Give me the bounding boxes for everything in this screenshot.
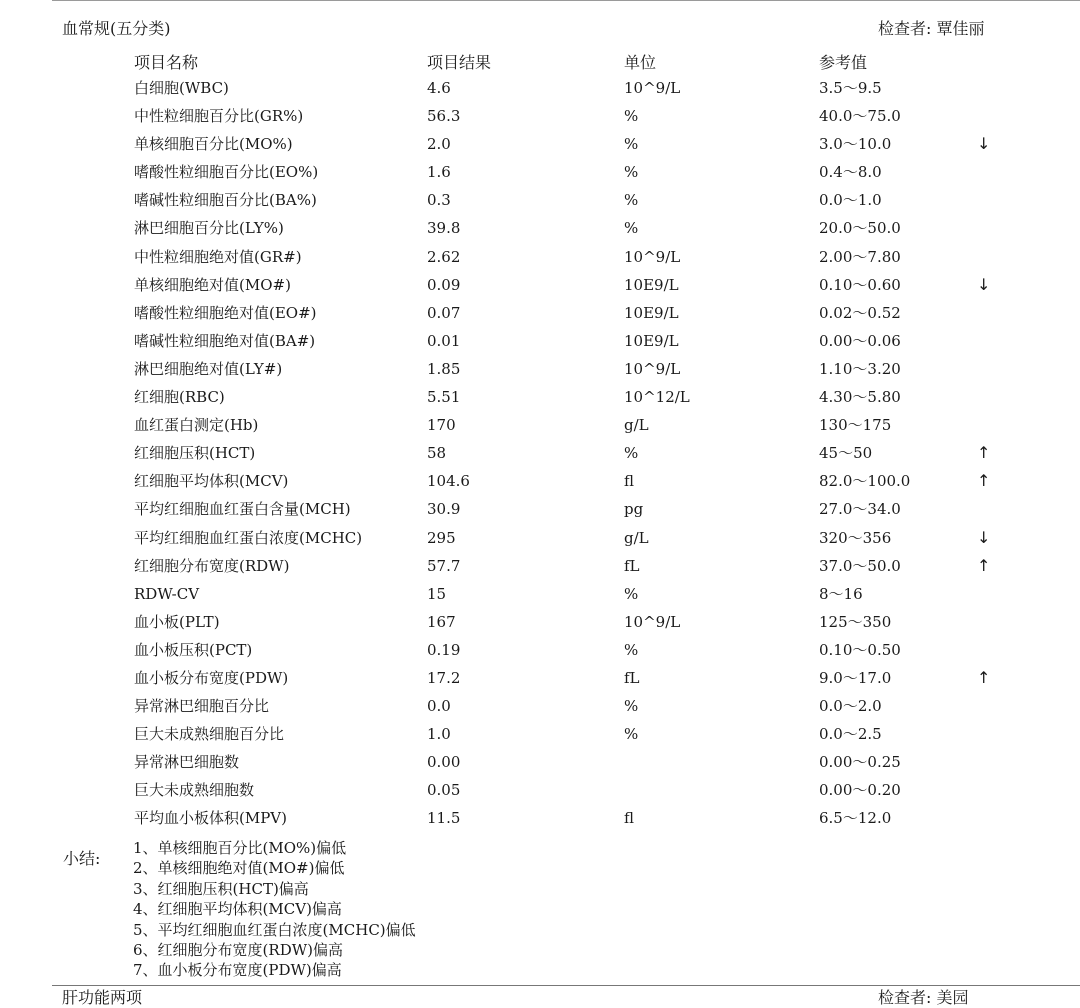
item-unit: 10^9/L [624, 359, 681, 378]
item-reference: 37.0～50.0 [819, 556, 901, 575]
item-value: 15 [427, 584, 447, 603]
item-name: 巨大未成熟细胞百分比 [134, 725, 285, 744]
item-reference: 40.0～75.0 [819, 107, 901, 126]
item-reference: 125～350 [819, 612, 892, 631]
column-header-ref: 参考值 [819, 53, 868, 72]
item-value: 39.8 [427, 219, 461, 238]
abnormal-flag-icon: ↓ [977, 274, 991, 294]
item-reference: 0.00～0.20 [819, 781, 901, 800]
item-unit: % [624, 640, 639, 659]
item-unit: g/L [624, 416, 649, 435]
item-unit: g/L [624, 528, 649, 547]
item-value: 295 [427, 528, 456, 547]
table-row [0, 692, 1080, 720]
item-value: 0.07 [427, 303, 461, 322]
summary-item: 6、红细胞分布宽度(RDW)偏高 [133, 940, 343, 959]
item-reference: 4.30～5.80 [819, 388, 901, 407]
item-value: 11.5 [427, 809, 461, 828]
item-unit: 10E9/L [624, 275, 679, 294]
item-reference: 0.10～0.50 [819, 640, 901, 659]
item-name: RDW-CV [134, 584, 200, 603]
item-reference: 3.0～10.0 [819, 135, 892, 154]
item-name: 嗜碱性粒细胞百分比(BA%) [134, 191, 317, 210]
item-value: 0.3 [427, 191, 451, 210]
item-value: 1.0 [427, 725, 451, 744]
item-reference: 1.10～3.20 [819, 359, 901, 378]
item-value: 30.9 [427, 500, 461, 519]
table-row [0, 776, 1080, 804]
next-section-inspector: 检查者: 美园 [878, 988, 969, 1007]
item-reference: 2.00～7.80 [819, 247, 901, 266]
item-name: 血小板压积(PCT) [134, 640, 253, 659]
item-reference: 0.00～0.06 [819, 331, 901, 350]
item-value: 2.0 [427, 135, 451, 154]
item-unit: fl [624, 809, 635, 828]
section-title: 血常规(五分类) [62, 19, 171, 38]
table-row [0, 804, 1080, 832]
summary-item: 4、红细胞平均体积(MCV)偏高 [133, 900, 342, 919]
summary-item: 2、单核细胞绝对值(MO#)偏低 [133, 859, 345, 878]
item-unit: fL [624, 556, 640, 575]
item-name: 血红蛋白测定(Hb) [134, 416, 259, 435]
item-name: 异常淋巴细胞百分比 [134, 697, 270, 716]
item-unit: fL [624, 668, 640, 687]
item-name: 单核细胞百分比(MO%) [134, 135, 293, 154]
item-value: 104.6 [427, 472, 470, 491]
abnormal-flag-icon: ↑ [977, 667, 991, 687]
table-row [0, 186, 1080, 214]
item-unit: % [624, 219, 639, 238]
item-name: 嗜酸性粒细胞百分比(EO%) [134, 163, 319, 182]
item-value: 57.7 [427, 556, 461, 575]
item-reference: 0.10～0.60 [819, 275, 901, 294]
abnormal-flag-icon: ↑ [977, 443, 991, 463]
table-row [0, 495, 1080, 523]
item-name: 白细胞(WBC) [134, 79, 229, 97]
item-value: 0.00 [427, 753, 461, 772]
item-unit: 10E9/L [624, 331, 679, 350]
summary-item: 5、平均红细胞血红蛋白浓度(MCHC)偏低 [133, 920, 416, 939]
table-row [0, 102, 1080, 130]
item-name: 中性粒细胞绝对值(GR#) [134, 247, 302, 266]
table-row [0, 439, 1080, 467]
item-unit: % [624, 697, 639, 716]
item-name: 异常淋巴细胞数 [134, 753, 240, 772]
table-row [0, 383, 1080, 411]
table-row [0, 243, 1080, 271]
table-row [0, 720, 1080, 748]
table-row [0, 608, 1080, 636]
item-reference: 9.0～17.0 [819, 668, 892, 687]
abnormal-flag-icon: ↑ [977, 555, 991, 575]
item-name: 中性粒细胞百分比(GR%) [134, 107, 304, 126]
item-name: 淋巴细胞绝对值(LY#) [134, 359, 283, 378]
item-name: 单核细胞绝对值(MO#) [134, 275, 291, 294]
table-row [0, 467, 1080, 495]
item-value: 58 [427, 444, 447, 463]
item-name: 巨大未成熟细胞数 [134, 781, 255, 800]
next-section-title: 肝功能两项 [62, 988, 143, 1007]
table-row [0, 74, 1080, 102]
item-value: 56.3 [427, 107, 461, 126]
table-row [0, 355, 1080, 383]
item-reference: 0.00～0.25 [819, 753, 901, 772]
item-value: 0.05 [427, 781, 461, 800]
item-value: 4.6 [427, 79, 451, 97]
column-header-unit: 单位 [624, 53, 657, 72]
table-row [0, 299, 1080, 327]
item-value: 1.6 [427, 163, 451, 182]
item-unit: 10^12/L [624, 388, 690, 407]
summary-label: 小结: [63, 849, 101, 868]
item-unit: fl [624, 472, 635, 491]
item-reference: 45～50 [819, 444, 873, 463]
inspector-label: 检查者: 覃佳丽 [878, 19, 985, 38]
item-value: 0.0 [427, 697, 451, 716]
item-reference: 20.0～50.0 [819, 219, 901, 238]
item-reference: 3.5～9.5 [819, 79, 882, 97]
abnormal-flag-icon: ↓ [977, 134, 991, 154]
abnormal-flag-icon: ↑ [977, 471, 991, 491]
item-value: 0.19 [427, 640, 461, 659]
item-value: 1.85 [427, 359, 461, 378]
table-row [0, 411, 1080, 439]
summary-item: 3、红细胞压积(HCT)偏高 [133, 879, 309, 898]
item-reference: 82.0～100.0 [819, 472, 911, 491]
item-unit: pg [624, 500, 644, 519]
item-unit: % [624, 163, 639, 182]
item-value: 5.51 [427, 388, 461, 407]
table-row [0, 271, 1080, 299]
table-row [0, 552, 1080, 580]
item-unit: 10E9/L [624, 303, 679, 322]
summary-item: 1、单核细胞百分比(MO%)偏低 [133, 839, 347, 857]
item-name: 血小板(PLT) [134, 612, 220, 631]
item-name: 嗜酸性粒细胞绝对值(EO#) [134, 303, 317, 322]
item-unit: % [624, 725, 639, 744]
table-row [0, 524, 1080, 552]
table-row [0, 748, 1080, 776]
item-name: 红细胞压积(HCT) [134, 444, 256, 463]
table-row [0, 214, 1080, 242]
item-unit: 10^9/L [624, 247, 681, 266]
item-reference: 0.4～8.0 [819, 163, 882, 182]
item-unit: 10^9/L [624, 612, 681, 631]
item-value: 167 [427, 612, 456, 631]
item-name: 淋巴细胞百分比(LY%) [134, 219, 284, 238]
item-name: 红细胞分布宽度(RDW) [134, 556, 290, 575]
item-reference: 0.0～2.5 [819, 725, 882, 744]
item-value: 17.2 [427, 668, 461, 687]
item-unit: % [624, 191, 639, 210]
summary-item: 7、血小板分布宽度(PDW)偏高 [133, 961, 342, 980]
top-divider [52, 0, 1080, 1]
item-name: 血小板分布宽度(PDW) [134, 668, 289, 687]
table-row [0, 580, 1080, 608]
column-header-name: 项目名称 [134, 53, 199, 72]
summary-list [133, 838, 416, 981]
item-reference: 0.0～2.0 [819, 697, 882, 716]
item-unit: % [624, 107, 639, 126]
item-value: 0.01 [427, 331, 461, 350]
item-unit: 10^9/L [624, 79, 681, 97]
table-row [0, 636, 1080, 664]
item-name: 嗜碱性粒细胞绝对值(BA#) [134, 331, 316, 350]
item-name: 平均血小板体积(MPV) [134, 809, 287, 828]
item-reference: 6.5～12.0 [819, 809, 892, 828]
table-row [0, 327, 1080, 355]
item-reference: 320～356 [819, 528, 892, 547]
item-reference: 8～16 [819, 584, 863, 603]
item-reference: 27.0～34.0 [819, 500, 901, 519]
table-row [0, 158, 1080, 186]
table-row [0, 664, 1080, 692]
item-name: 红细胞(RBC) [134, 388, 225, 407]
column-header-result: 项目结果 [427, 53, 492, 72]
item-unit: % [624, 444, 639, 463]
item-value: 0.09 [427, 275, 461, 294]
item-unit: % [624, 584, 639, 603]
table-row [0, 130, 1080, 158]
result-table [0, 74, 1080, 833]
item-unit: % [624, 135, 639, 154]
item-value: 2.62 [427, 247, 461, 266]
abnormal-flag-icon: ↓ [977, 527, 991, 547]
item-reference: 0.02～0.52 [819, 303, 901, 322]
item-reference: 130～175 [819, 416, 892, 435]
item-value: 170 [427, 416, 456, 435]
item-name: 平均红细胞血红蛋白浓度(MCHC) [134, 528, 363, 547]
item-name: 平均红细胞血红蛋白含量(MCH) [134, 500, 351, 519]
item-name: 红细胞平均体积(MCV) [134, 472, 289, 491]
item-reference: 0.0～1.0 [819, 191, 882, 210]
